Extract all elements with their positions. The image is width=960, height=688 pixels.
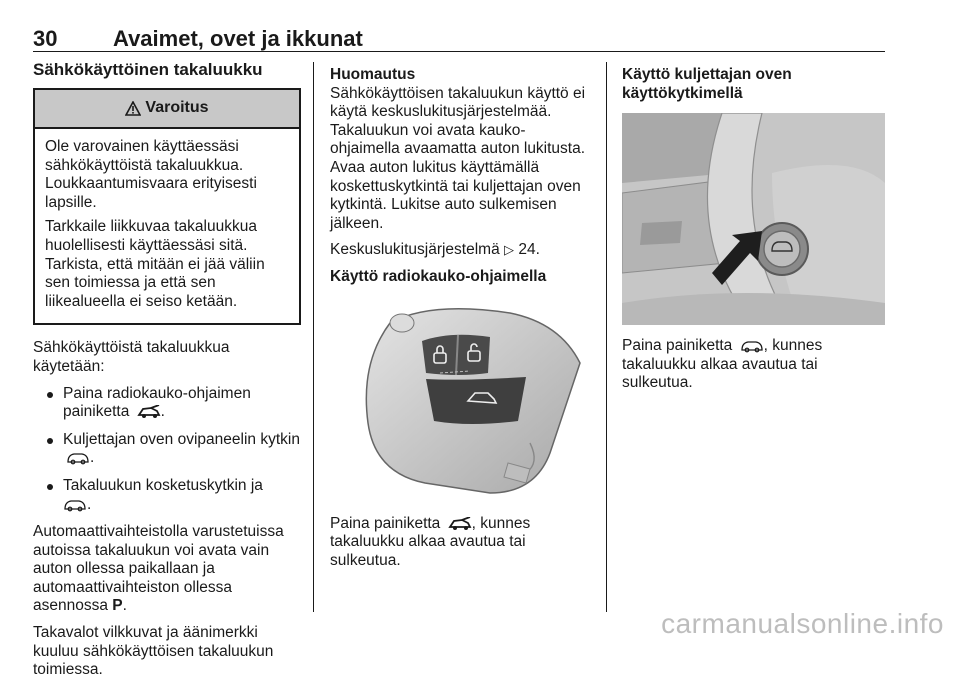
lights-paragraph: Takavalot vilkkuvat ja äänimerkki kuuluu sähkökäyttöisen takaluukun toimiessa. [33,624,274,679]
list-item [33,385,301,422]
reference-text: Keskuslukitusjärjestelmä [330,241,500,259]
switch-heading: Käyttö kuljettajan oven käyttökytkimellä [622,66,792,102]
bullet-dot [47,484,53,490]
bullet-period-1: . [160,403,165,421]
bullet-text-2: Kuljettajan oven ovipaneelin kytkin [63,430,300,448]
list-item [33,477,301,514]
reference-page: 24 [518,241,536,259]
column-3 [622,66,886,401]
bullet-text-3: Takaluukun kosketuskytkin ja [63,476,263,494]
column-2 [330,66,594,578]
bullet-dot [47,392,53,398]
sentence-period: . [122,597,127,615]
switch-caption-prefix: Paina painiketta [622,337,733,355]
note-title: Huomautus [330,66,416,83]
gear-letter: P [112,597,123,615]
switch-caption-suffix: , kunnes takaluukku alkaa avautua tai sulkeutua. [622,337,823,392]
warning-box [33,88,301,325]
page-number: 30 [33,26,58,51]
column-divider-1 [313,62,314,612]
page-header [33,26,885,50]
bullet-period-2: . [90,449,95,467]
warning-body [35,129,299,323]
warning-paragraph-2: Tarkkaile liikkuvaa takaluukkua huolellisesti käyttäessäsi sitä. Tarkista, että mitään ei jää väliin sen toimiessa ja että sen liikealueella ei seiso ketään. [45,218,265,310]
usage-intro: Sähkökäyttöistä takaluukkua käytetään: [33,339,230,375]
reference-arrow-icon: ▷ [504,242,515,258]
cross-reference [330,241,594,260]
warning-header [35,90,299,129]
remote-caption-prefix: Paina painiketta [330,514,441,532]
door-switch-image [622,113,885,325]
remote-heading: Käyttö radiokauko-ohjaimella [330,267,547,285]
tailgate-outline-icon [63,498,87,512]
column-1 [33,60,301,688]
automatic-transmission-text: Automaattivaihteistolla varustetuissa autoissa takaluukun voi avata vain auton ollessa paikallaan ja automaattivaihteiston ollessa asennossa [33,523,284,615]
warning-triangle-icon [125,101,141,116]
remote-caption [330,515,594,571]
tailgate-outline-icon [66,451,90,465]
car-tailgate-open-icon [448,517,472,531]
reference-period: . [535,241,540,259]
section-title: Sähkökäyttöinen takaluukku [33,60,263,79]
automatic-transmission-paragraph [33,523,301,616]
bullet-text-1: Paina radiokauko-ohjaimen painiketta [63,384,251,421]
list-item [33,431,301,468]
column-divider-2 [606,62,607,612]
switch-caption [622,337,886,393]
remote-caption-suffix: , kunnes takaluukku alkaa avautua tai sulkeutua. [330,514,531,569]
usage-list [33,385,301,515]
door-switch-illustration [622,113,885,325]
bullet-period-3: . [87,495,92,513]
note-text: Sähkökäyttöisen takaluukun käyttö ei käytä keskuslukitusjärjestelmää. Takaluukun voi avata kauko-ohjaimella avaamatta auton lukitusta. Avaa auton lukitus käyttämällä koskettuskytkintä tai kuljettajan oven kytkintä. Lukitse auto sulkemisen jälkeen. [330,84,586,232]
tailgate-outline-icon [740,339,764,353]
key-fob-illustration [330,293,593,505]
watermark: carmanualsonline.info [661,608,944,639]
key-fob-image [330,293,593,505]
car-tailgate-open-icon [137,405,161,419]
bullet-dot [47,438,53,444]
chapter-title: Avaimet, ovet ja ikkunat [113,26,363,51]
header-rule [33,51,885,52]
warning-paragraph-1: Ole varovainen käyttäessäsi sähkökäyttöistä takaluukkua. Loukkaantumisvaara erityisesti lapsille. [45,138,257,211]
warning-title: Varoitus [145,99,209,117]
